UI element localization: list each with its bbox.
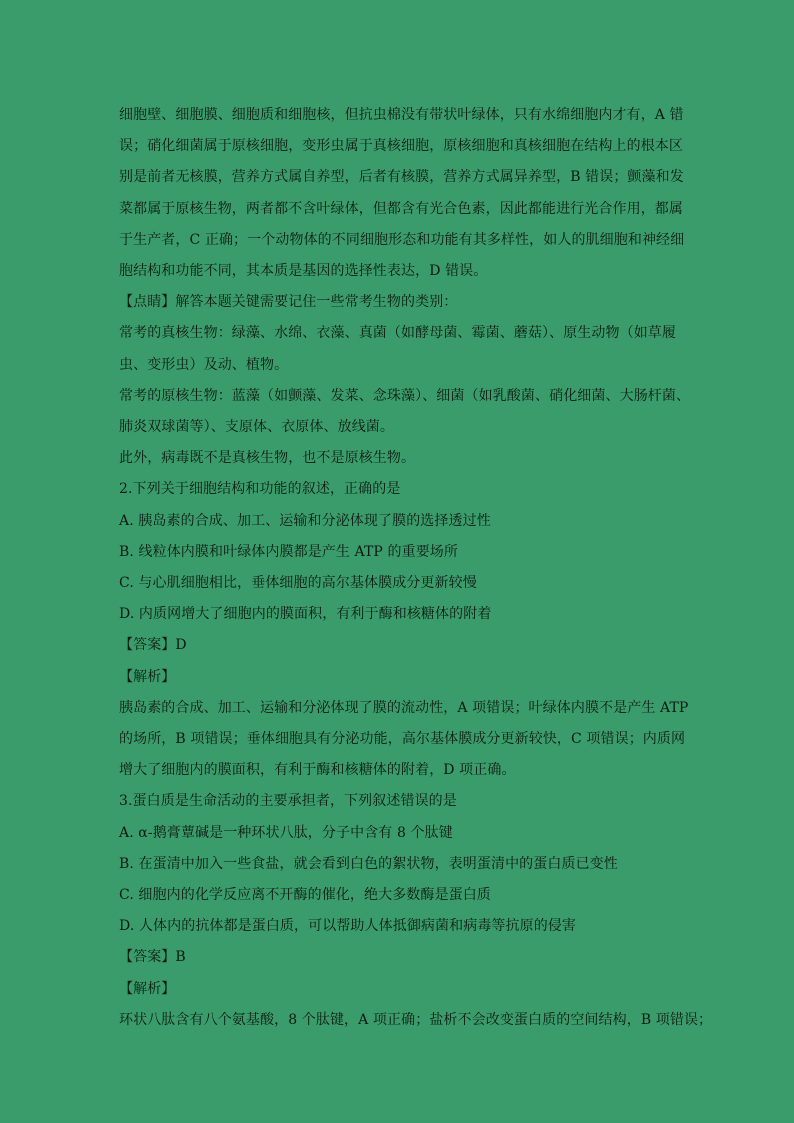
text-line: 胰岛素的合成、加工、运输和分泌体现了膜的流动性，A 项错误；叶绿体内膜不是产生 ATP bbox=[119, 699, 689, 716]
text-line: 误；硝化细菌属于原核细胞，变形虫属于真核细胞，原核细胞和真核细胞在结构上的根本区 bbox=[119, 138, 683, 155]
text-line: 于生产者，C 正确；一个动物体的不同细胞形态和功能有其多样性，如人的肌细胞和神经细 bbox=[119, 231, 685, 248]
text-line: 的场所，B 项错误；垂体细胞具有分泌功能，高尔基体膜成分更新较快，C 项错误；内质网 bbox=[119, 731, 686, 748]
question-2-option-c: C. 与心肌细胞相比，垂体细胞的高尔基体膜成分更新较慢 bbox=[119, 575, 477, 592]
question-3-analysis-heading: 【解析】 bbox=[119, 980, 176, 997]
text-line: 菜都属于原核生物，两者都不含叶绿体，但都含有光合色素，因此都能进行光合作用，都属 bbox=[119, 200, 683, 217]
text-line: 虫、变形虫）及动、植物。 bbox=[119, 356, 289, 373]
text-line: 常考的真核生物：绿藻、水绵、衣藻、真菌（如酵母菌、霉菌、蘑菇）、原生动物（如草履 bbox=[119, 325, 676, 342]
question-2-option-b: B. 线粒体内膜和叶绿体内膜都是产生 ATP 的重要场所 bbox=[119, 543, 458, 560]
question-2-option-d: D. 内质网增大了细胞内的膜面积，有利于酶和核糖体的附着 bbox=[119, 606, 492, 623]
question-2-analysis-heading: 【解析】 bbox=[119, 668, 176, 685]
text-line: 胞结构和功能不同，其本质是基因的选择性表达，D 错误。 bbox=[119, 263, 488, 280]
question-3-option-a: A. α-鹅膏蕈碱是一种环状八肽，分子中含有 8 个肽键 bbox=[119, 824, 453, 841]
text-line: 此外，病毒既不是真核生物，也不是原核生物。 bbox=[119, 450, 416, 467]
question-3-answer: 【答案】B bbox=[119, 949, 186, 966]
text-line: 增大了细胞内的膜面积，有利于酶和核糖体的附着，D 项正确。 bbox=[119, 762, 516, 779]
text-line: 细胞壁、细胞膜、细胞质和细胞核，但抗虫棉没有带状叶绿体，只有水绵细胞内才有，A 错 bbox=[119, 107, 684, 123]
question-3-stem: 3.蛋白质是生命活动的主要承担者，下列叙述错误的是 bbox=[119, 793, 457, 810]
question-3-option-c: C. 细胞内的化学反应离不开酶的催化，绝大多数酶是蛋白质 bbox=[119, 887, 491, 904]
document-page bbox=[119, 100, 713, 1036]
text-line: 别是前者无核膜，营养方式属自养型，后者有核膜，营养方式属异养型，B 错误；颤藻和发 bbox=[119, 169, 684, 186]
text-line: 常考的原核生物：蓝藻（如颤藻、发菜、念珠藻）、细菌（如乳酸菌、硝化细菌、大肠杆菌、 bbox=[119, 387, 691, 404]
text-line: 肺炎双球菌等）、支原体、衣原体、放线菌。 bbox=[119, 419, 394, 436]
question-2-option-a: A. 胰岛素的合成、加工、运输和分泌体现了膜的选择透过性 bbox=[119, 512, 491, 529]
question-2-answer: 【答案】D bbox=[119, 637, 187, 654]
question-3-option-b: B. 在蛋清中加入一些食盐，就会看到白色的絮状物，表明蛋清中的蛋白质已变性 bbox=[119, 855, 618, 872]
tip-heading: 【点睛】解答本题关键需要记住一些常考生物的类别： bbox=[119, 294, 458, 311]
question-3-option-d: D. 人体内的抗体都是蛋白质，可以帮助人体抵御病菌和病毒等抗原的侵害 bbox=[119, 918, 577, 935]
text-line: 环状八肽含有八个氨基酸，8 个肽键，A 项正确；盐析不会改变蛋白质的空间结构，B 项错误； bbox=[119, 1011, 713, 1028]
question-2-stem: 2.下列关于细胞结构和功能的叙述，正确的是 bbox=[119, 481, 401, 498]
